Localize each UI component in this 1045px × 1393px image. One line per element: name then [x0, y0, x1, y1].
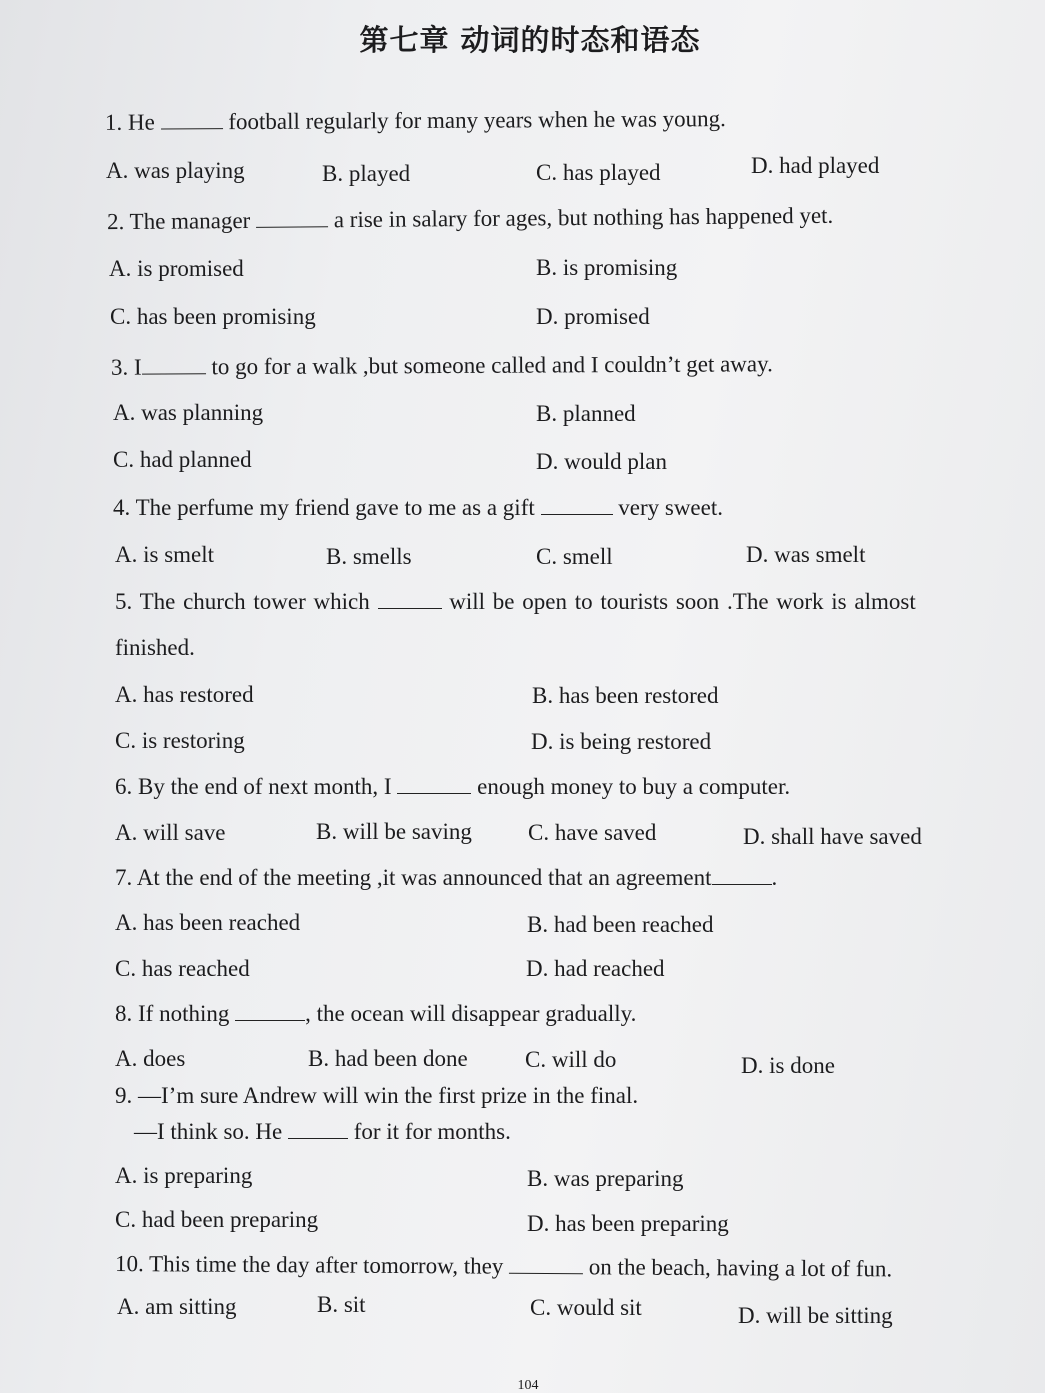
question-6: 6. By the end of next month, I enough money to buy a computer.	[115, 774, 791, 799]
question-4: 4. The perfume my friend gave to me as a gift very sweet.	[113, 495, 723, 520]
chapter-title: 第七章 动词的时态和语态	[359, 23, 701, 57]
question-9-option-a: A. is preparing	[115, 1163, 253, 1188]
question-6-option-c: C. have saved	[528, 820, 657, 845]
question-9: 9. —I’m sure Andrew will win the first prize in the final.	[115, 1083, 639, 1108]
question-2: 2. The manager a rise in salary for ages, but nothing has happened yet.	[106, 202, 834, 235]
question-7-option-d: D. had reached	[526, 956, 665, 981]
question-4-option-b: B. smells	[326, 544, 412, 569]
answer-blank	[712, 866, 772, 885]
question-5-option-b: B. has been restored	[532, 683, 719, 708]
question-1-option-c: C. has played	[536, 160, 661, 185]
question-5-continuation: finished.	[115, 635, 195, 660]
question-7-option-b: B. had been reached	[527, 912, 714, 937]
question-10-option-c: C. would sit	[530, 1295, 642, 1320]
question-1-option-a: A. was playing	[106, 158, 245, 183]
answer-blank	[142, 355, 206, 374]
question-7: 7. At the end of the meeting ,it was announced that an agreement .	[115, 865, 778, 890]
question-9-option-b: B. was preparing	[527, 1166, 684, 1191]
question-8-option-d: D. is done	[741, 1053, 835, 1078]
question-1-option-d: D. had played	[751, 153, 880, 178]
question-2-option-a: A. is promised	[109, 256, 244, 281]
question-8-option-b: B. had been done	[308, 1046, 468, 1071]
answer-blank	[256, 208, 328, 228]
question-8: 8. If nothing , the ocean will disappear gradually.	[115, 1001, 637, 1026]
question-7-option-c: C. has reached	[115, 956, 250, 981]
question-6-option-a: A. will save	[115, 820, 226, 845]
question-3: 3. I to go for a walk ,but someone called and I couldn’t get away.	[110, 351, 773, 380]
page-number: 104	[517, 1378, 539, 1393]
question-5-option-d: D. is being restored	[531, 729, 712, 754]
question-5-option-c: C. is restoring	[115, 728, 245, 753]
question-10: 10. This time the day after tomorrow, they on the beach, having a lot of fun.	[114, 1251, 893, 1282]
question-8-option-a: A. does	[115, 1046, 186, 1071]
question-10-option-a: A. am sitting	[117, 1294, 237, 1319]
answer-blank	[509, 1255, 583, 1275]
question-2-option-c: C. has been promising	[110, 304, 316, 329]
question-3-option-b: B. planned	[536, 401, 636, 426]
answer-blank	[288, 1120, 348, 1139]
question-3-option-d: D. would plan	[536, 449, 667, 474]
question-1-option-b: B. played	[322, 161, 411, 186]
question-4-option-d: D. was smelt	[746, 542, 866, 567]
question-7-option-a: A. has been reached	[115, 910, 301, 935]
question-1: 1. He football regularly for many years when he was young.	[104, 106, 726, 135]
question-2-option-d: D. promised	[536, 304, 650, 329]
question-9-option-c: C. had been preparing	[115, 1207, 319, 1232]
answer-blank	[541, 496, 613, 515]
question-3-option-c: C. had planned	[113, 447, 252, 472]
question-8-option-c: C. will do	[525, 1047, 617, 1072]
question-9-reply: —I think so. He for it for months.	[134, 1119, 511, 1144]
question-10-option-b: B. sit	[317, 1292, 366, 1317]
answer-blank	[161, 110, 223, 129]
question-4-option-a: A. is smelt	[115, 542, 215, 567]
question-5-option-a: A. has restored	[115, 682, 254, 707]
question-9-option-d: D. has been preparing	[527, 1211, 729, 1236]
question-2-option-b: B. is promising	[536, 255, 678, 280]
answer-blank	[397, 775, 471, 794]
question-3-option-a: A. was planning	[113, 400, 264, 425]
question-6-option-d: D. shall have saved	[743, 824, 922, 849]
question-4-option-c: C. smell	[536, 544, 613, 569]
answer-blank	[235, 1002, 305, 1021]
question-10-option-d: D. will be sitting	[738, 1303, 893, 1328]
question-5: 5. The church tower which will be open to tourists soon .The work is almost	[115, 589, 916, 614]
answer-blank	[378, 590, 442, 609]
question-6-option-b: B. will be saving	[316, 819, 472, 844]
